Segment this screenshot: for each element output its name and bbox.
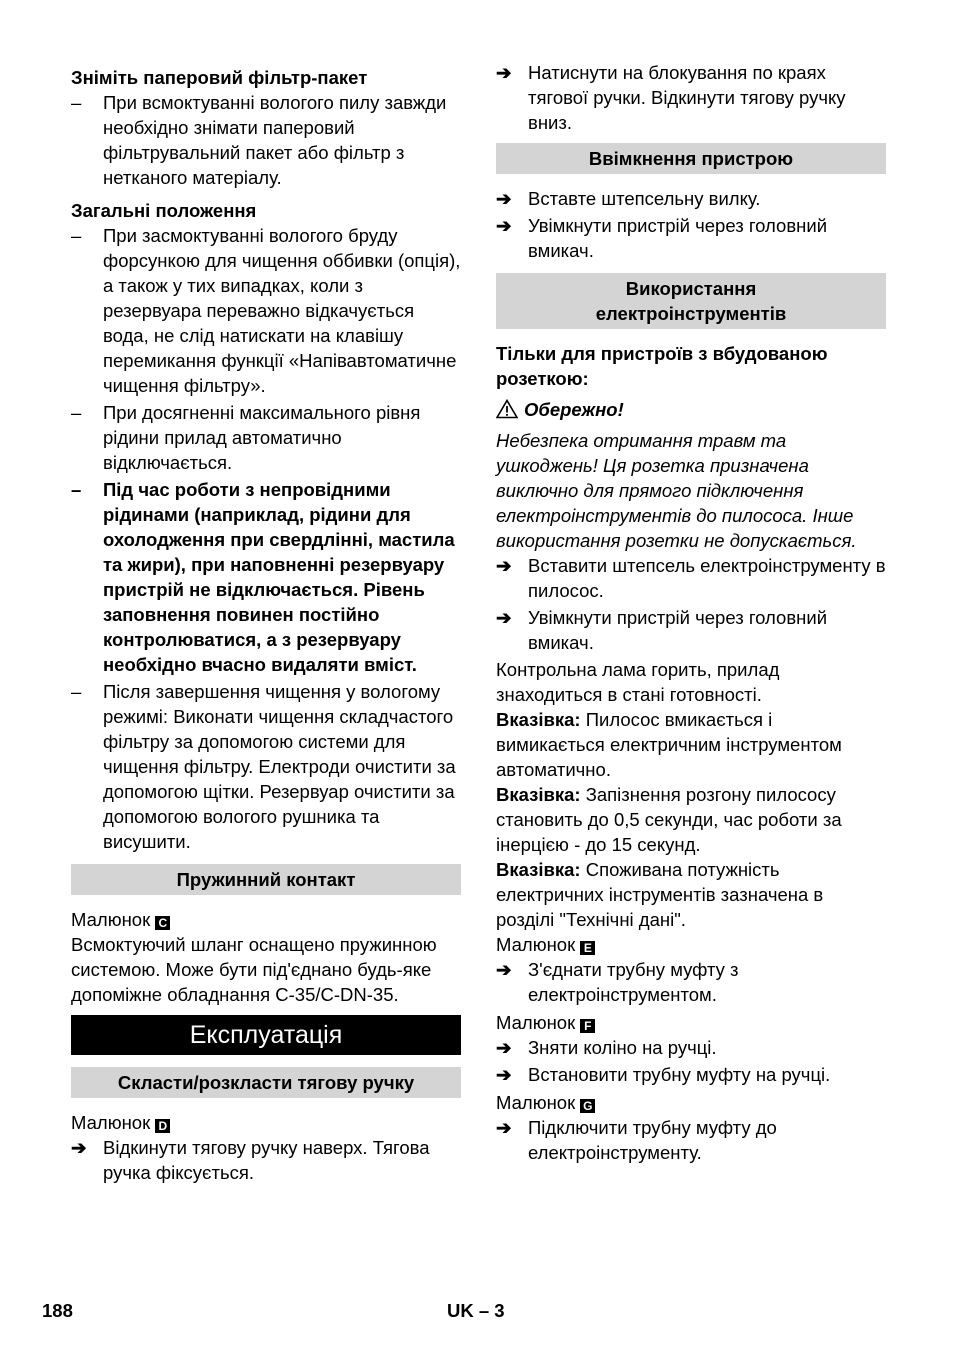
list-item: – При всмоктуванні вологого пилу завжди необхідно знімати паперовий фільтрувальний пакет або фільтр з нетканого матеріалу. — [71, 90, 461, 190]
step-item — [496, 957, 886, 1007]
note-label: Вказівка: — [496, 709, 581, 730]
list-item: – Після завершення чищення у вологому режимі: Виконати чищення складчастого фільтру за допомогою системи для чищення фільтру. Електроди очистити за допомогою щітки. Резервуар очистити за допомогою вологого рушника та висушити. — [71, 679, 461, 854]
paragraph-spring: Всмоктуючий шланг оснащено пружинною системою. Може бути під'єднано будь-яке допоміжне обладнання C-35/C-DN-35. — [71, 934, 437, 1005]
caution-heading — [496, 397, 886, 425]
arrow-right-icon: ➔ — [496, 607, 512, 628]
figure-label: Малюнок — [496, 1092, 576, 1113]
warning-triangle-icon — [496, 399, 518, 425]
step-item — [496, 213, 886, 263]
step-item — [496, 1115, 886, 1165]
figure-letter-f: F — [580, 1019, 595, 1033]
chapter-heading-operation: Експлуатація — [71, 1015, 461, 1055]
arrow-right-icon: ➔ — [496, 959, 512, 980]
page-number: 188 — [42, 1300, 73, 1321]
figure-letter-e: E — [580, 941, 595, 955]
step-text: Увімкнути пристрій через головний вмикач. — [528, 215, 828, 261]
figure-letter-d: D — [155, 1119, 170, 1133]
caution-text: Небезпека отримання травм та ушкоджень! Ця розетка призначена виключно для прямого підключення електроінструментів до пилососа. Інше використання розетки не допускається. — [496, 430, 857, 551]
list-item-warning: – Під час роботи з непровідними рідинами (наприклад, рідини для охолодження при свердлінні, мастила та жири), при наповненні резервуару пристрій не відключається. Рівень заповнення повинен постійно контролюватися, а з резервуару необхідно вчасно видаляти вміст. — [71, 477, 461, 677]
note-text: Пилосос вмикається і вимикається електричним інструментом автоматично. — [496, 709, 842, 780]
figure-label: Малюнок — [496, 934, 576, 955]
note-label: Вказівка: — [496, 784, 581, 805]
step-text: Відкинути тягову ручку наверх. Тягова ручка фіксується. — [103, 1137, 430, 1183]
note-paragraph — [496, 707, 886, 782]
section-heading-switch-on: Ввімкнення пристрою — [496, 143, 886, 174]
arrow-right-icon: ➔ — [496, 555, 512, 576]
arrow-right-icon: ➔ — [496, 1037, 512, 1058]
section-heading-power-tools — [496, 273, 886, 329]
arrow-right-icon: ➔ — [71, 1137, 87, 1158]
arrow-right-icon: ➔ — [496, 215, 512, 236]
note-paragraph — [496, 782, 886, 857]
section-heading-spring-contact: Пружинний контакт — [71, 864, 461, 895]
figure-reference — [71, 907, 461, 932]
paragraph-lamp: Контрольна лама горить, прилад знаходиться в стані готовності. — [496, 659, 780, 705]
step-item — [496, 1062, 886, 1087]
list-item: – При засмоктуванні вологого бруду форсункою для чищення оббивки (опція), а також у тих випадках, коли з резервуара переважно відкачується вода, не слід натискати на клавішу перемикання функції «Напівавтоматичне чищення фільтру». — [71, 223, 461, 398]
step-text: Натиснути на блокування по краях тягової ручки. Відкинути тягову ручку вниз. — [528, 62, 846, 133]
page-code: UK – 3 — [447, 1300, 505, 1321]
step-text: Підключити трубну муфту до електроінструменту. — [528, 1117, 777, 1163]
heading-remove-filter: Зніміть паперовий фільтр-пакет — [71, 67, 368, 88]
caution-title: Обережно! — [524, 399, 624, 420]
step-item — [496, 1035, 886, 1060]
step-item — [496, 186, 886, 211]
section-heading-handle: Скласти/розкласти тягову ручку — [71, 1067, 461, 1098]
left-column — [71, 60, 461, 1185]
figure-label: Малюнок — [71, 909, 151, 930]
step-item — [496, 60, 886, 135]
note-text: Споживана потужність електричних інструментів зазначена в розділі "Технічні дані". — [496, 859, 824, 930]
step-text: Вставте штепсельну вилку. — [528, 188, 761, 209]
step-item — [71, 1135, 461, 1185]
figure-reference — [496, 1090, 886, 1115]
arrow-right-icon: ➔ — [496, 188, 512, 209]
figure-letter-g: G — [580, 1099, 595, 1113]
heading-general: Загальні положення — [71, 200, 257, 221]
figure-reference — [496, 1010, 886, 1035]
arrow-right-icon: ➔ — [496, 62, 512, 83]
figure-reference — [71, 1110, 461, 1135]
figure-label: Малюнок — [496, 1012, 576, 1033]
step-text: З'єднати трубну муфту з електроінструментом. — [528, 959, 739, 1005]
heading-text: Використання електроінструментів — [595, 278, 787, 324]
figure-reference — [496, 932, 886, 957]
note-label: Вказівка: — [496, 859, 581, 880]
figure-label: Малюнок — [71, 1112, 151, 1133]
note-paragraph — [496, 857, 886, 932]
figure-letter-c: C — [155, 916, 170, 930]
step-item — [496, 553, 886, 603]
step-item — [496, 605, 886, 655]
step-text: Встановити трубну муфту на ручці. — [528, 1064, 831, 1085]
paragraph-only-with-socket: Тільки для пристроїв з вбудованою розеткою: — [496, 343, 828, 389]
step-text: Вставити штепсель електроінструменту в пилосос. — [528, 555, 886, 601]
arrow-right-icon: ➔ — [496, 1064, 512, 1085]
right-column — [496, 60, 886, 1165]
list-item: – При досягненні максимального рівня рідини прилад автоматично відключається. — [71, 400, 461, 475]
note-text: Запізнення розгону пилососу становить до 0,5 секунди, час роботи за інерцією - до 15 секунд. — [496, 784, 842, 855]
step-text: Зняти коліно на ручці. — [528, 1037, 717, 1058]
arrow-right-icon: ➔ — [496, 1117, 512, 1138]
step-text: Увімкнути пристрій через головний вмикач. — [528, 607, 828, 653]
